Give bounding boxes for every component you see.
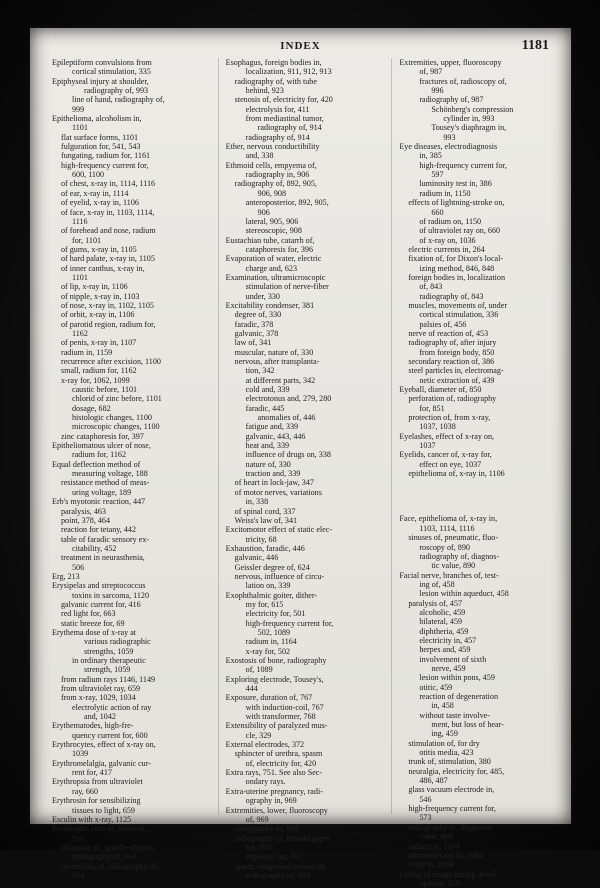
index-subentry: heat and, 339: [245, 441, 290, 451]
index-subentry: upper, congenital lesions of,: [234, 861, 326, 871]
index-subentry: of eyelid, x-ray in, 1106: [61, 198, 139, 208]
index-entry: Exophthalmic goiter, dither-: [225, 590, 318, 600]
index-subentry: x-ray for, 502: [245, 646, 291, 656]
index-subentry: radiography of, 892, 905,: [234, 179, 317, 189]
index-subentry: stenosis of, electricity for, 420: [234, 95, 333, 105]
index-subentry: of orbit, x-ray in, 1106: [61, 310, 135, 320]
index-subentry: roscopy of, 890: [419, 542, 470, 552]
index-entry: Extra rays, 751. See also Sec-: [225, 768, 323, 778]
index-subentry: ultraviolet ray in, 1084: [408, 850, 483, 860]
index-subentry: cle, 329: [245, 730, 272, 740]
index-subentry: faradic, 445: [245, 403, 285, 413]
index-subentry: for, 851: [419, 403, 445, 413]
index-subentry: quency current for, 600: [72, 730, 148, 740]
index-subentry: sphincter of urethra, spasm: [234, 749, 323, 759]
index-subentry: table of faradic sensory ex-: [61, 534, 150, 544]
index-subentry: measuring voltage, 188: [72, 469, 148, 479]
index-subentry: charge and, 623: [245, 263, 297, 273]
index-subentry: 502, 1089: [257, 627, 291, 637]
index-entry: Equal deflection method of: [52, 459, 141, 469]
index-subentry: degree of, 330: [234, 310, 282, 320]
index-subentry: of x-ray on, 1036: [419, 235, 476, 245]
index-entry: Ethmoid cells, empyema of,: [225, 160, 317, 170]
running-head-title: INDEX: [280, 40, 321, 52]
index-subentry: my for, 615: [245, 599, 284, 609]
index-subentry: 911: [72, 833, 84, 843]
index-subentry: influence of drugs on, 338: [245, 450, 331, 460]
index-entry: Eye diseases, electrodiagnosis: [399, 142, 498, 152]
index-subentry: radiography of, after injury: [408, 338, 497, 348]
index-subentry: and, 1042: [84, 712, 116, 722]
index-subentry: of nose, x-ray in, 1102, 1105: [61, 300, 154, 310]
index-subentry: of motor nerves, variations: [234, 487, 322, 497]
index-subentry: trunk of, stimulation, 380: [408, 757, 491, 767]
index-entry: Excitomotor effect of static elec-: [225, 525, 333, 535]
index-columns: [52, 58, 557, 888]
index-entry: Erysipelas and streptococcus: [52, 581, 146, 591]
index-subentry: 999: [72, 104, 85, 114]
index-subentry: of nipple, x-ray in, 1103: [61, 291, 140, 301]
index-subentry: 600, 1100: [72, 170, 105, 180]
index-subentry: tion, 342: [245, 366, 275, 376]
index-subentry: electricity in, 457: [419, 635, 477, 645]
index-subentry: radiography in, 906: [245, 170, 310, 180]
index-subentry: lesion within pons, 459: [419, 673, 495, 683]
index-subentry: 906: [257, 207, 270, 217]
index-subentry: 1039: [72, 749, 89, 759]
index-subentry: 914: [72, 870, 85, 880]
index-subentry: 1101: [72, 123, 88, 133]
index-subentry: 660: [431, 207, 444, 217]
index-subentry: galvanic, 378: [234, 328, 279, 338]
index-entry: Erg, 213: [52, 571, 80, 581]
index-subentry: paralysis, 463: [61, 506, 106, 516]
index-subentry: of, 843: [419, 282, 443, 292]
index-subentry: 444: [245, 684, 258, 694]
index-subentry: under, 330: [245, 291, 280, 301]
index-subentry: high-frequency current for,: [245, 618, 334, 628]
index-subentry: epithelioma of, x-ray in, 1106: [408, 469, 505, 479]
index-subentry: of penis, x-ray in, 1107: [61, 338, 137, 348]
index-entry: Exploring electrode, Tousey's,: [225, 674, 324, 684]
index-subentry: lation on, 339: [245, 581, 291, 591]
index-subentry: radiography of, with tube: [234, 76, 317, 86]
index-subentry: Geissler degree of, 624: [234, 562, 310, 572]
index-entry: Epithelioma, alcoholism in,: [52, 114, 142, 124]
index-entry: Erythema dose of x-ray at: [52, 627, 137, 637]
index-subentry: histologic changes, 1100: [72, 413, 152, 423]
entry-spacer: [399, 487, 557, 496]
index-subentry: radiography in, diagnostic: [408, 822, 494, 832]
index-subentry: toxins in sarcoma, 1120: [72, 590, 150, 600]
entry-spacer: [399, 505, 557, 514]
index-entry: Erythrocytes, effect of x-ray on,: [52, 740, 156, 750]
index-subentry: high-frequency current for,: [61, 160, 149, 170]
index-subentry: cylinder in, 993: [443, 114, 495, 124]
index-subentry: of inner canthus, x-ray in,: [61, 263, 145, 273]
index-entry: Esophagus, foreign bodies in,: [225, 58, 322, 67]
index-subentry: stereoscopic, 908: [245, 226, 302, 236]
index-subentry: of spinal cord, 337: [234, 506, 296, 516]
index-subentry: steel particles in, electromag-: [408, 366, 504, 376]
index-entry: Esophagus, coin in, removal,: [52, 824, 146, 834]
index-subentry: from mediastinal tumor,: [245, 114, 324, 124]
index-subentry: 996: [431, 86, 444, 96]
book-page: [30, 28, 571, 888]
index-subentry: of lip, x-ray in, 1106: [61, 282, 128, 292]
index-subentry: radium in, 1150: [419, 188, 471, 198]
index-subentry: nervous, after transplanta-: [234, 357, 320, 366]
index-entry: Epitheliomatous ulcer of nose,: [52, 441, 151, 451]
index-subentry: of radium on, 1150: [419, 216, 482, 226]
index-subentry: of, electricity for, 420: [245, 758, 317, 768]
index-subentry: lateral, 905, 906: [245, 216, 299, 226]
index-subentry: uring voltage, 189: [72, 487, 132, 497]
index-subentry: izing method, 846, 848: [419, 263, 495, 273]
index-subentry: radium in, 1164: [408, 841, 460, 851]
index-subentry: of, 987: [419, 67, 443, 77]
index-subentry: cortical stimulation, 335: [72, 67, 151, 77]
index-entry: Esculin with x-ray, 1125: [52, 814, 132, 824]
index-subentry: with transformer, 768: [245, 712, 316, 722]
index-subentry: static breeze for, 69: [61, 618, 125, 628]
index-subentry: strength, 1059: [84, 665, 131, 675]
index-subentry: radium for, 1162: [72, 450, 126, 460]
index-entry: Erythrosin for sensibilizing: [52, 796, 141, 806]
index-entry: Exposure, duration of, 767: [225, 693, 313, 703]
index-subentry: perforation of, radiography: [408, 394, 497, 404]
index-subentry: secondary reaction of, 386: [408, 357, 495, 366]
index-subentry: with induction-coil, 767: [245, 702, 324, 712]
index-entry: Eustachian tube, catarrh of,: [225, 235, 315, 245]
entry-spacer: [399, 496, 557, 505]
index-subentry: alcoholic, 459: [419, 607, 466, 617]
index-subentry: behind, 923: [245, 86, 284, 96]
index-subentry: 597: [431, 170, 444, 180]
index-subentry: nervous, influence of circu-: [234, 571, 325, 581]
index-subentry: sinuses of, pneumatic, fluo-: [408, 533, 499, 543]
index-entry: Epileptiform convulsions from: [52, 58, 152, 67]
index-subentry: citability, 452: [72, 543, 117, 553]
index-subentry: radium in, 1164: [245, 637, 297, 647]
index-subentry: law of, 341: [234, 338, 272, 348]
index-subentry: electricity for, 501: [245, 609, 306, 619]
index-entry: Face, epithelioma of, x-ray in,: [399, 514, 498, 524]
index-subentry: anomalies of, 446: [257, 413, 316, 423]
index-entry: Eyelids, cancer of, x-ray for,: [399, 450, 492, 460]
index-subentry: galvanic, 443, 446: [245, 431, 306, 441]
index-subentry: foreign bodies in, localization: [408, 272, 505, 282]
index-subentry: tissues to light, 659: [72, 805, 135, 815]
index-subentry: fatigue and, 339: [245, 422, 299, 432]
index-subentry: from radium rays 1146, 1149: [61, 674, 156, 684]
index-subentry: faradic, 378: [234, 319, 274, 329]
index-subentry: anteroposterior, 892, 905,: [245, 198, 329, 208]
index-entry: Examination, ultramicroscopic: [225, 272, 326, 282]
index-subentry: zinc cataphoresis for, 397: [61, 431, 144, 441]
index-subentry: radiography of, diagnos-: [419, 551, 500, 561]
index-entry: Extremities, upper, fluoroscopy: [399, 58, 502, 67]
index-subentry: localization, 911, 912, 913: [245, 67, 332, 77]
index-subentry: microscopic changes, 1100: [72, 422, 160, 432]
index-entry: External electrodes, 372: [225, 740, 305, 750]
index-subentry: fixation of, for Dixon's local-: [408, 254, 504, 264]
index-entry: Erythematodes, high-fre-: [52, 721, 134, 731]
index-subentry: in, 458: [431, 701, 454, 711]
index-subentry: 1162: [72, 328, 88, 338]
index-subentry: netic extraction of, 439: [419, 375, 495, 385]
index-subentry: otitis media, 423: [419, 748, 474, 758]
index-subentry: fungating, radium for, 1161: [61, 151, 151, 161]
index-subentry: nerve of reaction of, 453: [408, 328, 489, 338]
index-subentry: fractures of, radioscopy of,: [419, 76, 507, 86]
index-subentry: of ear, x-ray in, 1114: [61, 188, 129, 198]
index-subentry: point, 378, 464: [61, 515, 111, 525]
index-subentry: neuralgia, electricity for, 485,: [408, 766, 505, 776]
index-subentry: and, 338: [245, 151, 274, 161]
index-subentry: 1037: [419, 441, 436, 451]
index-subentry: of chest, x-ray in, 1114, 1116: [61, 179, 156, 189]
index-subentry: stimulation of, for dry: [408, 738, 480, 748]
index-subentry: ment, but loss of hear-: [431, 720, 504, 730]
index-subentry: of heart in lock-jaw, 347: [234, 478, 314, 488]
index-subentry: galvanic current for, 416: [61, 599, 141, 609]
index-entry: Eyelashes, effect of x-ray on,: [399, 431, 495, 441]
index-subentry: of face, x-ray in, 1103, 1114,: [61, 207, 155, 217]
index-entry: Erb's myotonic reaction, 447: [52, 497, 146, 507]
index-subentry: involvement of sixth: [419, 654, 487, 664]
index-subentry: of ultraviolet ray on, 660: [419, 226, 501, 236]
index-subentry: muscles, movements of, under: [408, 300, 508, 310]
index-subentry: Weiss's law of, 341: [234, 515, 298, 525]
index-subentry: effects of lightning-stroke on,: [408, 198, 505, 208]
index-subentry: traction and, 339: [245, 469, 301, 479]
index-subentry: various radiographic: [84, 637, 151, 647]
index-entry: Erythromelalgia, galvanic cur-: [52, 758, 151, 768]
index-subentry: dilatation of, spindle-shaped,: [61, 842, 155, 852]
index-subentry: high-frequency current for,: [408, 804, 496, 814]
index-subentry: resistance method of meas-: [61, 478, 150, 488]
index-entry: Extremities, lower, fluoroscopy: [225, 805, 328, 815]
index-subentry: luminosity test in, 386: [419, 179, 492, 189]
index-subentry: line of hand, radiography of,: [72, 95, 165, 105]
index-entry: Extensibility of paralyzed mus-: [225, 721, 328, 731]
index-subentry: 1116: [72, 216, 88, 226]
index-subentry: tricity, 68: [245, 534, 277, 544]
index-subentry: 573: [419, 813, 432, 823]
index-subentry: tic value, 890: [431, 561, 476, 571]
index-subentry: 1101: [72, 272, 88, 282]
index-subentry: 993: [443, 132, 456, 142]
index-subentry: rent for, 417: [72, 768, 112, 778]
index-subentry: from foreign body, 850: [419, 347, 495, 357]
index-subentry: cortical stimulation, 336: [419, 310, 499, 320]
index-entry: Epiphyseal injury at shoulder,: [52, 76, 149, 86]
index-subentry: Schönberg's compression: [431, 104, 514, 114]
index-subentry: glass vacuum electrode in,: [408, 785, 495, 795]
entry-spacer: [399, 478, 557, 487]
index-subentry: paralysis of, 457: [408, 598, 463, 608]
index-subentry: of, 1089: [245, 665, 273, 675]
index-subentry: x-ray in, 1084: [408, 860, 454, 870]
index-subentry: radium in, 1159: [61, 347, 113, 357]
index-entry: Ether, nervous conductibility: [225, 142, 320, 152]
index-subentry: fulguration for, 541, 543: [61, 142, 141, 152]
index-column-2: [218, 58, 384, 880]
index-entry: Facial nerve, branches of, test-: [399, 570, 499, 580]
index-subentry: herpes and, 459: [419, 645, 471, 655]
index-subentry: exposure for, 767: [245, 852, 303, 862]
index-entry: Exhaustion, faradic, 446: [225, 543, 305, 553]
index-subentry: bilateral, 459: [419, 617, 463, 627]
index-subentry: treatment in neurasthenia,: [61, 553, 145, 563]
index-subentry: at different parts, 342: [245, 375, 316, 385]
index-subentry: strengths, 1059: [84, 646, 134, 656]
index-subentry: from ultraviolet ray, 659: [61, 684, 141, 694]
index-subentry: radiography of, 969: [234, 824, 299, 834]
index-subentry: diverticula of, radiography of,: [61, 861, 159, 871]
index-subentry: nerve, 459: [431, 663, 466, 673]
index-column-1: [52, 58, 210, 880]
index-subentry: radiography of, bromid paper: [234, 833, 330, 843]
index-subentry: of gums, x-ray in, 1105: [61, 244, 137, 254]
index-subentry: electrolysis for, 411: [245, 104, 310, 114]
index-subentry: in, 338: [245, 497, 269, 507]
index-subentry: radiography of, 914: [245, 132, 310, 142]
index-subentry: effect on eye, 1037: [419, 459, 482, 469]
index-subentry: reaction for tetany, 442: [61, 525, 136, 535]
index-subentry: cataphoresis for, 396: [245, 244, 313, 254]
index-subentry: chlorid of zinc before, 1101: [72, 394, 162, 404]
index-subentry: of forehead and nose, radium: [61, 226, 156, 236]
index-subentry: radiography of, 914: [72, 852, 137, 862]
index-subentry: stimulation of nerve-fiber: [245, 282, 329, 292]
index-subentry: red light for, 663: [61, 609, 116, 619]
index-subentry: flat surface forms, 1101: [61, 132, 139, 142]
index-subentry: ray, 660: [72, 786, 98, 796]
index-subentry: Tousey's diaphragm in,: [431, 123, 507, 133]
index-subentry: ing of, 458: [419, 579, 455, 589]
index-subentry: for, 765: [245, 842, 271, 852]
index-subentry: muscular, nature of, 330: [234, 347, 314, 357]
index-subentry: diphtheria, 459: [419, 626, 469, 636]
index-subentry: high-frequency current for,: [419, 160, 507, 170]
index-subentry: of parotid region, radium for,: [61, 319, 156, 329]
index-entry: Eyeball, diameter of, 850: [399, 385, 482, 395]
index-subentry: radiography of, 987: [419, 95, 484, 105]
index-subentry: of hard palate, x-ray in, 1105: [61, 254, 155, 264]
index-subentry: opment, 829: [419, 878, 460, 888]
page-number: 1181: [521, 38, 549, 53]
index-subentry: radiography of, 993: [84, 86, 149, 96]
index-column-3: [391, 58, 557, 888]
index-subentry: small, radium for, 1162: [61, 366, 137, 376]
index-subentry: otitic, 459: [419, 682, 453, 692]
index-subentry: galvanic, 446: [234, 553, 279, 563]
index-subentry: from x-ray, 1029, 1034: [61, 693, 136, 703]
index-subentry: 506: [72, 562, 85, 572]
index-subentry: nature of, 330: [245, 459, 291, 469]
index-subentry: radiography of, 993: [245, 870, 310, 880]
index-subentry: radiography of, 914: [257, 123, 322, 133]
index-subentry: value, 888: [419, 832, 454, 842]
index-subentry: in, 385: [419, 151, 442, 161]
index-subentry: 1037, 1038: [419, 422, 456, 432]
index-subentry: dosage, 682: [72, 403, 111, 413]
index-entry: Excitability condenser, 381: [225, 300, 315, 310]
index-subentry: without taste involve-: [419, 710, 490, 720]
index-subentry: 546: [419, 794, 432, 804]
index-subentry: of, 969: [245, 814, 269, 824]
index-subentry: palsies of, 456: [419, 319, 467, 329]
index-subentry: cold and, 339: [245, 385, 290, 395]
index-subentry: radiography of, 843: [419, 291, 484, 301]
index-subentry: electrolytic action of ray: [72, 702, 152, 712]
index-subentry: ing, 459: [431, 729, 458, 739]
index-subentry: 906, 908: [257, 188, 286, 198]
index-subentry: for, 1101: [72, 235, 102, 245]
index-subentry: in ordinary therapeutic: [72, 656, 146, 665]
index-entry: Fading of image during devel-: [399, 869, 498, 879]
index-subentry: ography in, 969: [245, 796, 297, 806]
index-subentry: 1103, 1114, 1116: [419, 523, 475, 533]
index-subentry: protection of, from x-ray,: [408, 413, 491, 423]
page-header: [30, 38, 571, 54]
index-entry: Extra-uterine pregnancy, radi-: [225, 786, 323, 796]
index-subentry: reaction of degeneration: [419, 692, 498, 701]
index-subentry: caustic before, 1101: [72, 385, 138, 395]
index-entry: Exostosis of bone, radiography: [225, 656, 327, 665]
index-subentry: ondary rays.: [245, 777, 286, 787]
index-subentry: 486, 487: [419, 776, 448, 786]
index-subentry: electrotonus and, 279, 280: [245, 394, 332, 404]
index-subentry: electric currents in, 264: [408, 244, 485, 254]
index-subentry: lesion within aqueduct, 458: [419, 589, 509, 599]
index-entry: Erythropsia from ultraviolet: [52, 777, 143, 787]
index-entry: Evaporation of water, electric: [225, 254, 322, 264]
index-subentry: recurrence after excision, 1100: [61, 357, 161, 366]
index-subentry: x-ray for, 1062, 1099: [61, 375, 130, 385]
